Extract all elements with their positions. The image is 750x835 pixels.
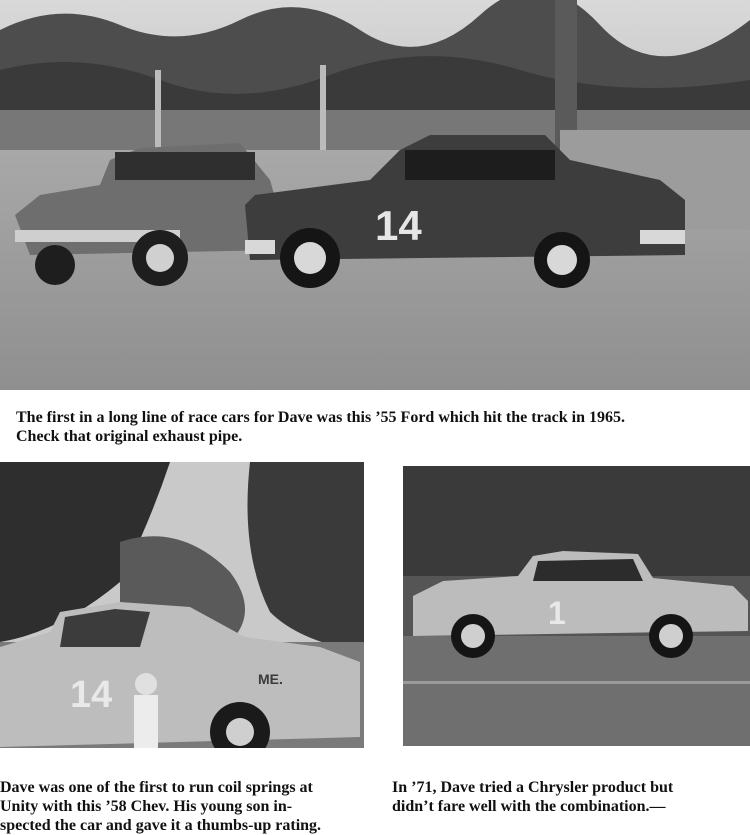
car-number-14-chev: 14: [70, 674, 113, 716]
car-number-14: 14: [375, 202, 422, 249]
photo-55-ford-race-cars: [0, 0, 750, 390]
caption-right-line-1: In ’71, Dave tried a Chrysler product but: [392, 779, 674, 796]
photo-chrysler-race-car: [403, 466, 750, 746]
photo-58-chev: [0, 462, 364, 748]
car-lettering: ME.: [258, 671, 283, 687]
caption-top-line-1: The first in a long line of race cars for Dave was this ’55 Ford which hit the track in 1965.: [16, 409, 625, 426]
caption-left-line-1: Dave was one of the first to run coil springs at: [0, 779, 313, 796]
caption-left-line-2: Unity with this ’58 Chev. His young son in-: [0, 798, 293, 815]
caption-right: [392, 778, 747, 816]
car-number-1: 1: [548, 595, 566, 631]
young-son-figure: [134, 673, 158, 748]
caption-top-line-2: Check that original exhaust pipe.: [16, 428, 243, 445]
caption-left: [0, 778, 380, 835]
caption-left-line-3: spected the car and gave it a thumbs-up rating.: [0, 817, 322, 834]
caption-top: [16, 408, 746, 446]
caption-right-line-2: didn’t fare well with the combination.—: [392, 798, 666, 815]
